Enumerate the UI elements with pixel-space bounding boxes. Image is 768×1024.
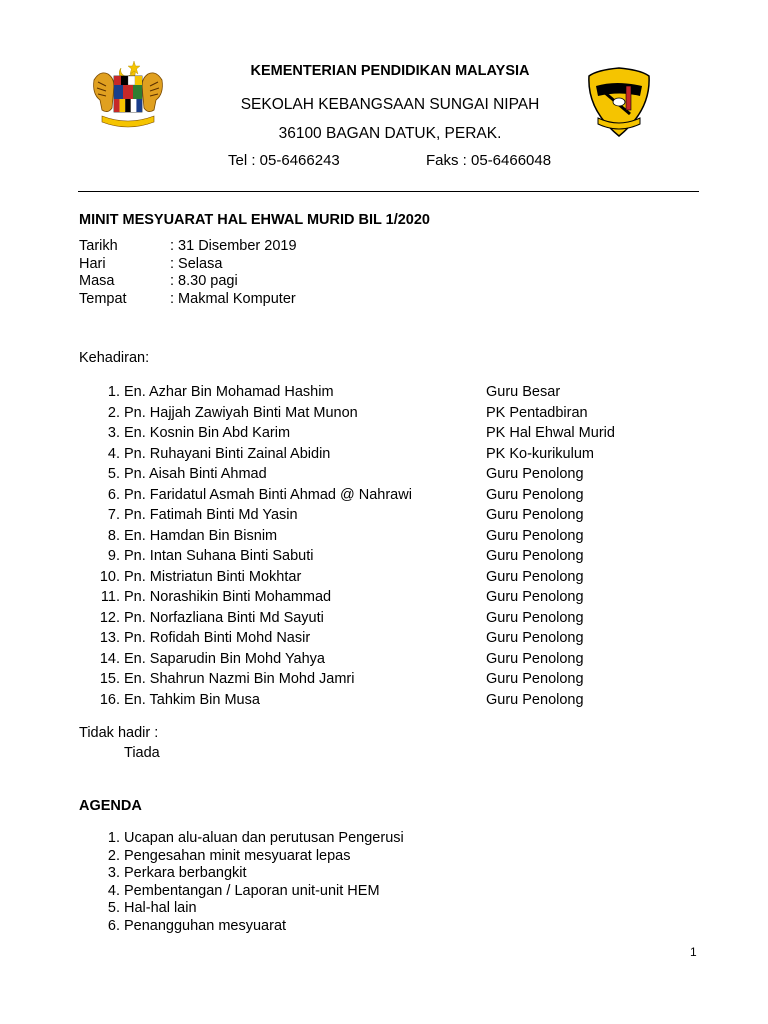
attendee-position: Guru Penolong bbox=[486, 610, 584, 626]
attendance-number: 6. bbox=[107, 487, 120, 503]
agenda-number: 2. bbox=[107, 848, 120, 864]
fax-number: Faks : 05-6466048 bbox=[426, 152, 552, 169]
attendance-number: 3. bbox=[107, 425, 120, 441]
attendee-position: Guru Besar bbox=[486, 384, 561, 400]
attendee-position: Guru Penolong bbox=[486, 569, 584, 585]
agenda-item: Ucapan alu-aluan dan perutusan Pengerusi bbox=[124, 830, 404, 846]
malaysia-coat-of-arms-icon bbox=[88, 58, 168, 130]
attendee-position: Guru Penolong bbox=[486, 671, 584, 687]
attendee-position: Guru Penolong bbox=[486, 630, 584, 646]
venue-label: Tempat bbox=[79, 291, 127, 307]
attendee-name: En. Shahrun Nazmi Bin Mohd Jamri bbox=[124, 671, 355, 687]
agenda-number: 4. bbox=[107, 883, 120, 899]
attendee-name: Pn. Aisah Binti Ahmad bbox=[124, 466, 267, 482]
agenda-number: 3. bbox=[107, 865, 120, 881]
agenda-item: Penangguhan mesyuarat bbox=[124, 918, 287, 934]
time-label: Masa bbox=[79, 273, 115, 289]
attendee-name: En. Hamdan Bin Bisnim bbox=[124, 528, 278, 544]
agenda-item: Hal-hal lain bbox=[124, 900, 197, 916]
school-badge-icon bbox=[586, 66, 652, 138]
attendee-name: Pn. Mistriatun Binti Mokhtar bbox=[124, 569, 302, 585]
attendee-name: En. Azhar Bin Mohamad Hashim bbox=[124, 384, 334, 400]
attendee-name: Pn. Fatimah Binti Md Yasin bbox=[124, 507, 298, 523]
attendee-name: Pn. Faridatul Asmah Binti Ahmad @ Nahrawi bbox=[124, 487, 412, 503]
attendee-name: Pn. Ruhayani Binti Zainal Abidin bbox=[124, 446, 331, 462]
date-label: Tarikh bbox=[79, 238, 118, 254]
attendance-number: 2. bbox=[107, 405, 120, 421]
day-value: : Selasa bbox=[170, 256, 223, 272]
agenda-number: 1. bbox=[107, 830, 120, 846]
day-label: Hari bbox=[79, 256, 106, 272]
attendance-number: 10. bbox=[99, 569, 120, 585]
attendee-position: Guru Penolong bbox=[486, 692, 584, 708]
attendance-number: 13. bbox=[99, 630, 120, 646]
time-value: : 8.30 pagi bbox=[170, 273, 238, 289]
attendee-position: Guru Penolong bbox=[486, 651, 584, 667]
attendance-number: 1. bbox=[107, 384, 120, 400]
absent-value: Tiada bbox=[124, 745, 160, 761]
attendance-number: 12. bbox=[99, 610, 120, 626]
attendee-name: Pn. Intan Suhana Binti Sabuti bbox=[124, 548, 314, 564]
agenda-item: Pembentangan / Laporan unit-unit HEM bbox=[124, 883, 380, 899]
attendee-name: Pn. Rofidah Binti Mohd Nasir bbox=[124, 630, 311, 646]
attendance-number: 16. bbox=[99, 692, 120, 708]
attendee-position: Guru Penolong bbox=[486, 528, 584, 544]
agenda-item: Pengesahan minit mesyuarat lepas bbox=[124, 848, 351, 864]
date-value: : 31 Disember 2019 bbox=[170, 238, 297, 254]
attendee-position: PK Ko-kurikulum bbox=[486, 446, 594, 462]
attendee-position: PK Hal Ehwal Murid bbox=[486, 425, 615, 441]
attendee-name: En. Kosnin Bin Abd Karim bbox=[124, 425, 291, 441]
attendance-number: 9. bbox=[107, 548, 120, 564]
attendee-position: Guru Penolong bbox=[486, 466, 584, 482]
agenda-item: Perkara berbangkit bbox=[124, 865, 247, 881]
absent-heading: Tidak hadir : bbox=[79, 725, 159, 741]
attendance-number: 4. bbox=[107, 446, 120, 462]
attendee-name: En. Tahkim Bin Musa bbox=[124, 692, 260, 708]
attendance-number: 8. bbox=[107, 528, 120, 544]
attendee-name: En. Saparudin Bin Mohd Yahya bbox=[124, 651, 325, 667]
attendance-number: 7. bbox=[107, 507, 120, 523]
school-address: 36100 BAGAN DATUK, PERAK. bbox=[278, 125, 502, 142]
attendee-position: Guru Penolong bbox=[486, 507, 584, 523]
attendee-name: Pn. Norashikin Binti Mohammad bbox=[124, 589, 332, 605]
telephone-number: Tel : 05-6466243 bbox=[228, 152, 340, 169]
attendee-name: Pn. Hajjah Zawiyah Binti Mat Munon bbox=[124, 405, 358, 421]
header-divider bbox=[78, 191, 699, 192]
attendee-position: Guru Penolong bbox=[486, 487, 584, 503]
agenda-number: 6. bbox=[107, 918, 120, 934]
school-name: SEKOLAH KEBANGSAAN SUNGAI NIPAH bbox=[240, 96, 540, 113]
attendee-position: PK Pentadbiran bbox=[486, 405, 588, 421]
attendance-number: 5. bbox=[107, 466, 120, 482]
document-title: MINIT MESYUARAT HAL EHWAL MURID BIL 1/2020 bbox=[79, 212, 430, 228]
attendee-position: Guru Penolong bbox=[486, 589, 584, 605]
agenda-heading: AGENDA bbox=[79, 798, 142, 814]
page-number: 1 bbox=[690, 945, 697, 959]
agenda-number: 5. bbox=[107, 900, 120, 916]
attendance-heading: Kehadiran: bbox=[79, 350, 150, 366]
attendee-name: Pn. Norfazliana Binti Md Sayuti bbox=[124, 610, 324, 626]
attendance-number: 15. bbox=[99, 671, 120, 687]
ministry-name: KEMENTERIAN PENDIDIKAN MALAYSIA bbox=[250, 63, 530, 79]
attendance-number: 11. bbox=[100, 589, 120, 605]
venue-value: : Makmal Komputer bbox=[170, 291, 296, 307]
attendee-position: Guru Penolong bbox=[486, 548, 584, 564]
attendance-number: 14. bbox=[99, 651, 120, 667]
